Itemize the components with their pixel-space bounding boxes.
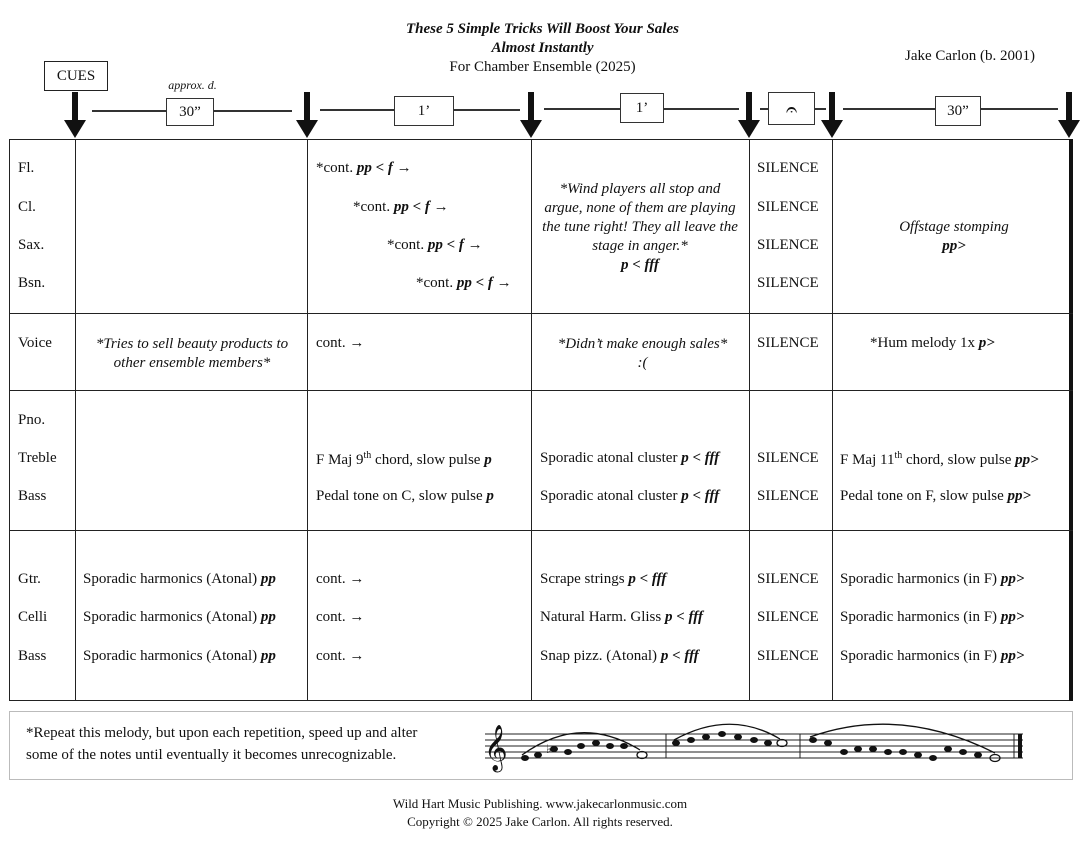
cue-arrow-4 [738,92,760,139]
note [592,740,600,746]
piano-bass-silence: SILENCE [757,488,819,504]
instrument-label-bassoon: Bsn. [18,275,46,291]
note [869,746,877,752]
note [840,749,848,755]
title-line-1: These 5 Simple Tricks Will Boost Your Sales [406,21,679,37]
note [809,737,817,743]
winds-argue-dynamic: p < fff [621,257,659,273]
winds-cont-flute: *cont. pp < f → [316,160,412,176]
instrument-label-flute: Fl. [18,160,35,176]
row-divider-1 [9,313,1073,314]
note [534,752,542,758]
piano-bass-pedal-c: Pedal tone on C, slow pulse p [316,488,494,504]
half-note [637,752,647,759]
instrument-label-clarinet: Cl. [18,199,36,215]
note [734,734,742,740]
winds-argue-instruction: *Wind players all stop and argue, none of them are playing the tune right! They all leave the stage in anger.* p < fff [540,180,740,275]
celli-silence: SILENCE [757,609,819,625]
note [718,731,726,737]
string-bass-cont: cont. → [316,648,365,664]
winds-silence-clarinet: SILENCE [757,199,819,215]
footnote-text: *Repeat this melody, but upon each repetition, speed up and alter some of the notes until eventually it becomes unrecognizable. [26,725,418,763]
guitar-silence: SILENCE [757,571,819,587]
final-barline [1069,139,1073,701]
phrase-slur [810,724,995,753]
note [687,737,695,743]
piano-treble-atonal-cluster: Sporadic atonal cluster p < fff [540,450,720,466]
piano-treble-f-maj-9: F Maj 9th chord, slow pulse p [316,450,492,468]
piano-treble-f-maj-11: F Maj 11th chord, slow pulse pp> [840,450,1039,468]
note [521,755,529,761]
guitar-harmonics-in-f: Sporadic harmonics (in F) pp> [840,571,1025,587]
piano-bass-pedal-f: Pedal tone on F, slow pulse pp> [840,488,1032,504]
celli-cont: cont. → [316,609,365,625]
winds-silence-bassoon: SILENCE [757,275,819,291]
guitar-cont: cont. → [316,571,365,587]
voice-silence: SILENCE [757,335,819,351]
note [606,743,614,749]
column-divider-3 [531,139,532,701]
note [884,749,892,755]
note [750,737,758,743]
column-divider-1 [75,139,76,701]
cue-arrow-6 [1058,92,1080,139]
string-bass-harmonics-atonal: Sporadic harmonics (Atonal) pp [83,648,276,664]
string-bass-harmonics-in-f: Sporadic harmonics (in F) pp> [840,648,1025,664]
winds-cont-bassoon: *cont. pp < f → [416,275,512,291]
subtitle: For Chamber Ensemble (2025) [449,59,636,75]
note [577,743,585,749]
flat-icon: ♭ [546,742,552,756]
cue-arrow-2 [296,92,318,139]
note [929,755,937,761]
half-note [777,740,787,747]
note [854,746,862,752]
duration-box-4: 30” [935,96,981,126]
instrument-label-piano: Pno. [18,412,46,428]
voice-sales-note: *Didn’t make enough sales* :( [557,336,728,371]
column-divider-4 [749,139,750,701]
composer-credit: Jake Carlon (b. 2001) [905,48,1035,64]
piano-bass-atonal-cluster: Sporadic atonal cluster p < fff [540,488,720,504]
row-divider-2 [9,390,1073,391]
note [564,749,572,755]
cues-label: CUES [44,61,108,91]
note [764,740,772,746]
footer: Wild Hart Music Publishing. www.jakecarlonmusic.com Copyright © 2025 Jake Carlon. All rights reserved. [392,796,688,829]
instrument-label-celli: Celli [18,609,48,625]
instrument-label-guitar: Gtr. [18,571,41,587]
instrument-label-piano-bass: Bass [18,488,47,504]
cue-arrow-3 [520,92,542,139]
instrument-label-saxophone: Sax. [18,237,45,253]
note [914,752,922,758]
string-bass-silence: SILENCE [757,648,819,664]
note [899,749,907,755]
cue-arrow-5 [821,92,843,139]
title-block [375,20,710,77]
duration-box-3: 1’ [620,93,664,123]
column-divider-5 [832,139,833,701]
note [824,740,832,746]
title-line-2: Almost Instantly [491,40,594,56]
instrument-label-string-bass: Bass [18,648,47,664]
cue-arrow-1 [64,92,86,139]
row-divider-3 [9,530,1073,531]
note [672,740,680,746]
winds-offstage-stomping: Offstage stomping pp> [899,219,1009,254]
celli-harm-gliss: Natural Harm. Gliss p < fff [540,609,703,625]
celli-harmonics-atonal: Sporadic harmonics (Atonal) pp [83,609,276,625]
winds-cont-saxophone: *cont. pp < f → [387,237,483,253]
note [959,749,967,755]
winds-cont-clarinet: *cont. pp < f → [353,199,449,215]
voice-hum-melody: *Hum melody 1x p> [870,335,995,351]
string-bass-snap-pizz: Snap pizz. (Atonal) p < fff [540,648,699,664]
approx-duration-label: approx. d. [168,78,217,92]
piano-treble-silence: SILENCE [757,450,819,466]
note [944,746,952,752]
guitar-harmonics-atonal: Sporadic harmonics (Atonal) pp [83,571,276,587]
note [702,734,710,740]
note [620,743,628,749]
duration-box-1: 30” [166,98,214,126]
voice-cont: cont. → [316,335,365,351]
voice-beauty-products: *Tries to sell beauty products to other ensemble members* [95,336,289,371]
melody-staff [480,715,1030,777]
note [974,752,982,758]
celli-harmonics-in-f: Sporadic harmonics (in F) pp> [840,609,1025,625]
instrument-label-voice: Voice [18,335,52,351]
fermata-box: 𝄐 [768,92,815,125]
column-divider-2 [307,139,308,701]
winds-silence-flute: SILENCE [757,160,819,176]
treble-clef-icon: 𝄞 [484,725,508,771]
instrument-label-piano-treble: Treble [18,450,57,466]
duration-box-2: 1’ [394,96,454,126]
winds-silence-saxophone: SILENCE [757,237,819,253]
guitar-scrape-strings: Scrape strings p < fff [540,571,667,587]
